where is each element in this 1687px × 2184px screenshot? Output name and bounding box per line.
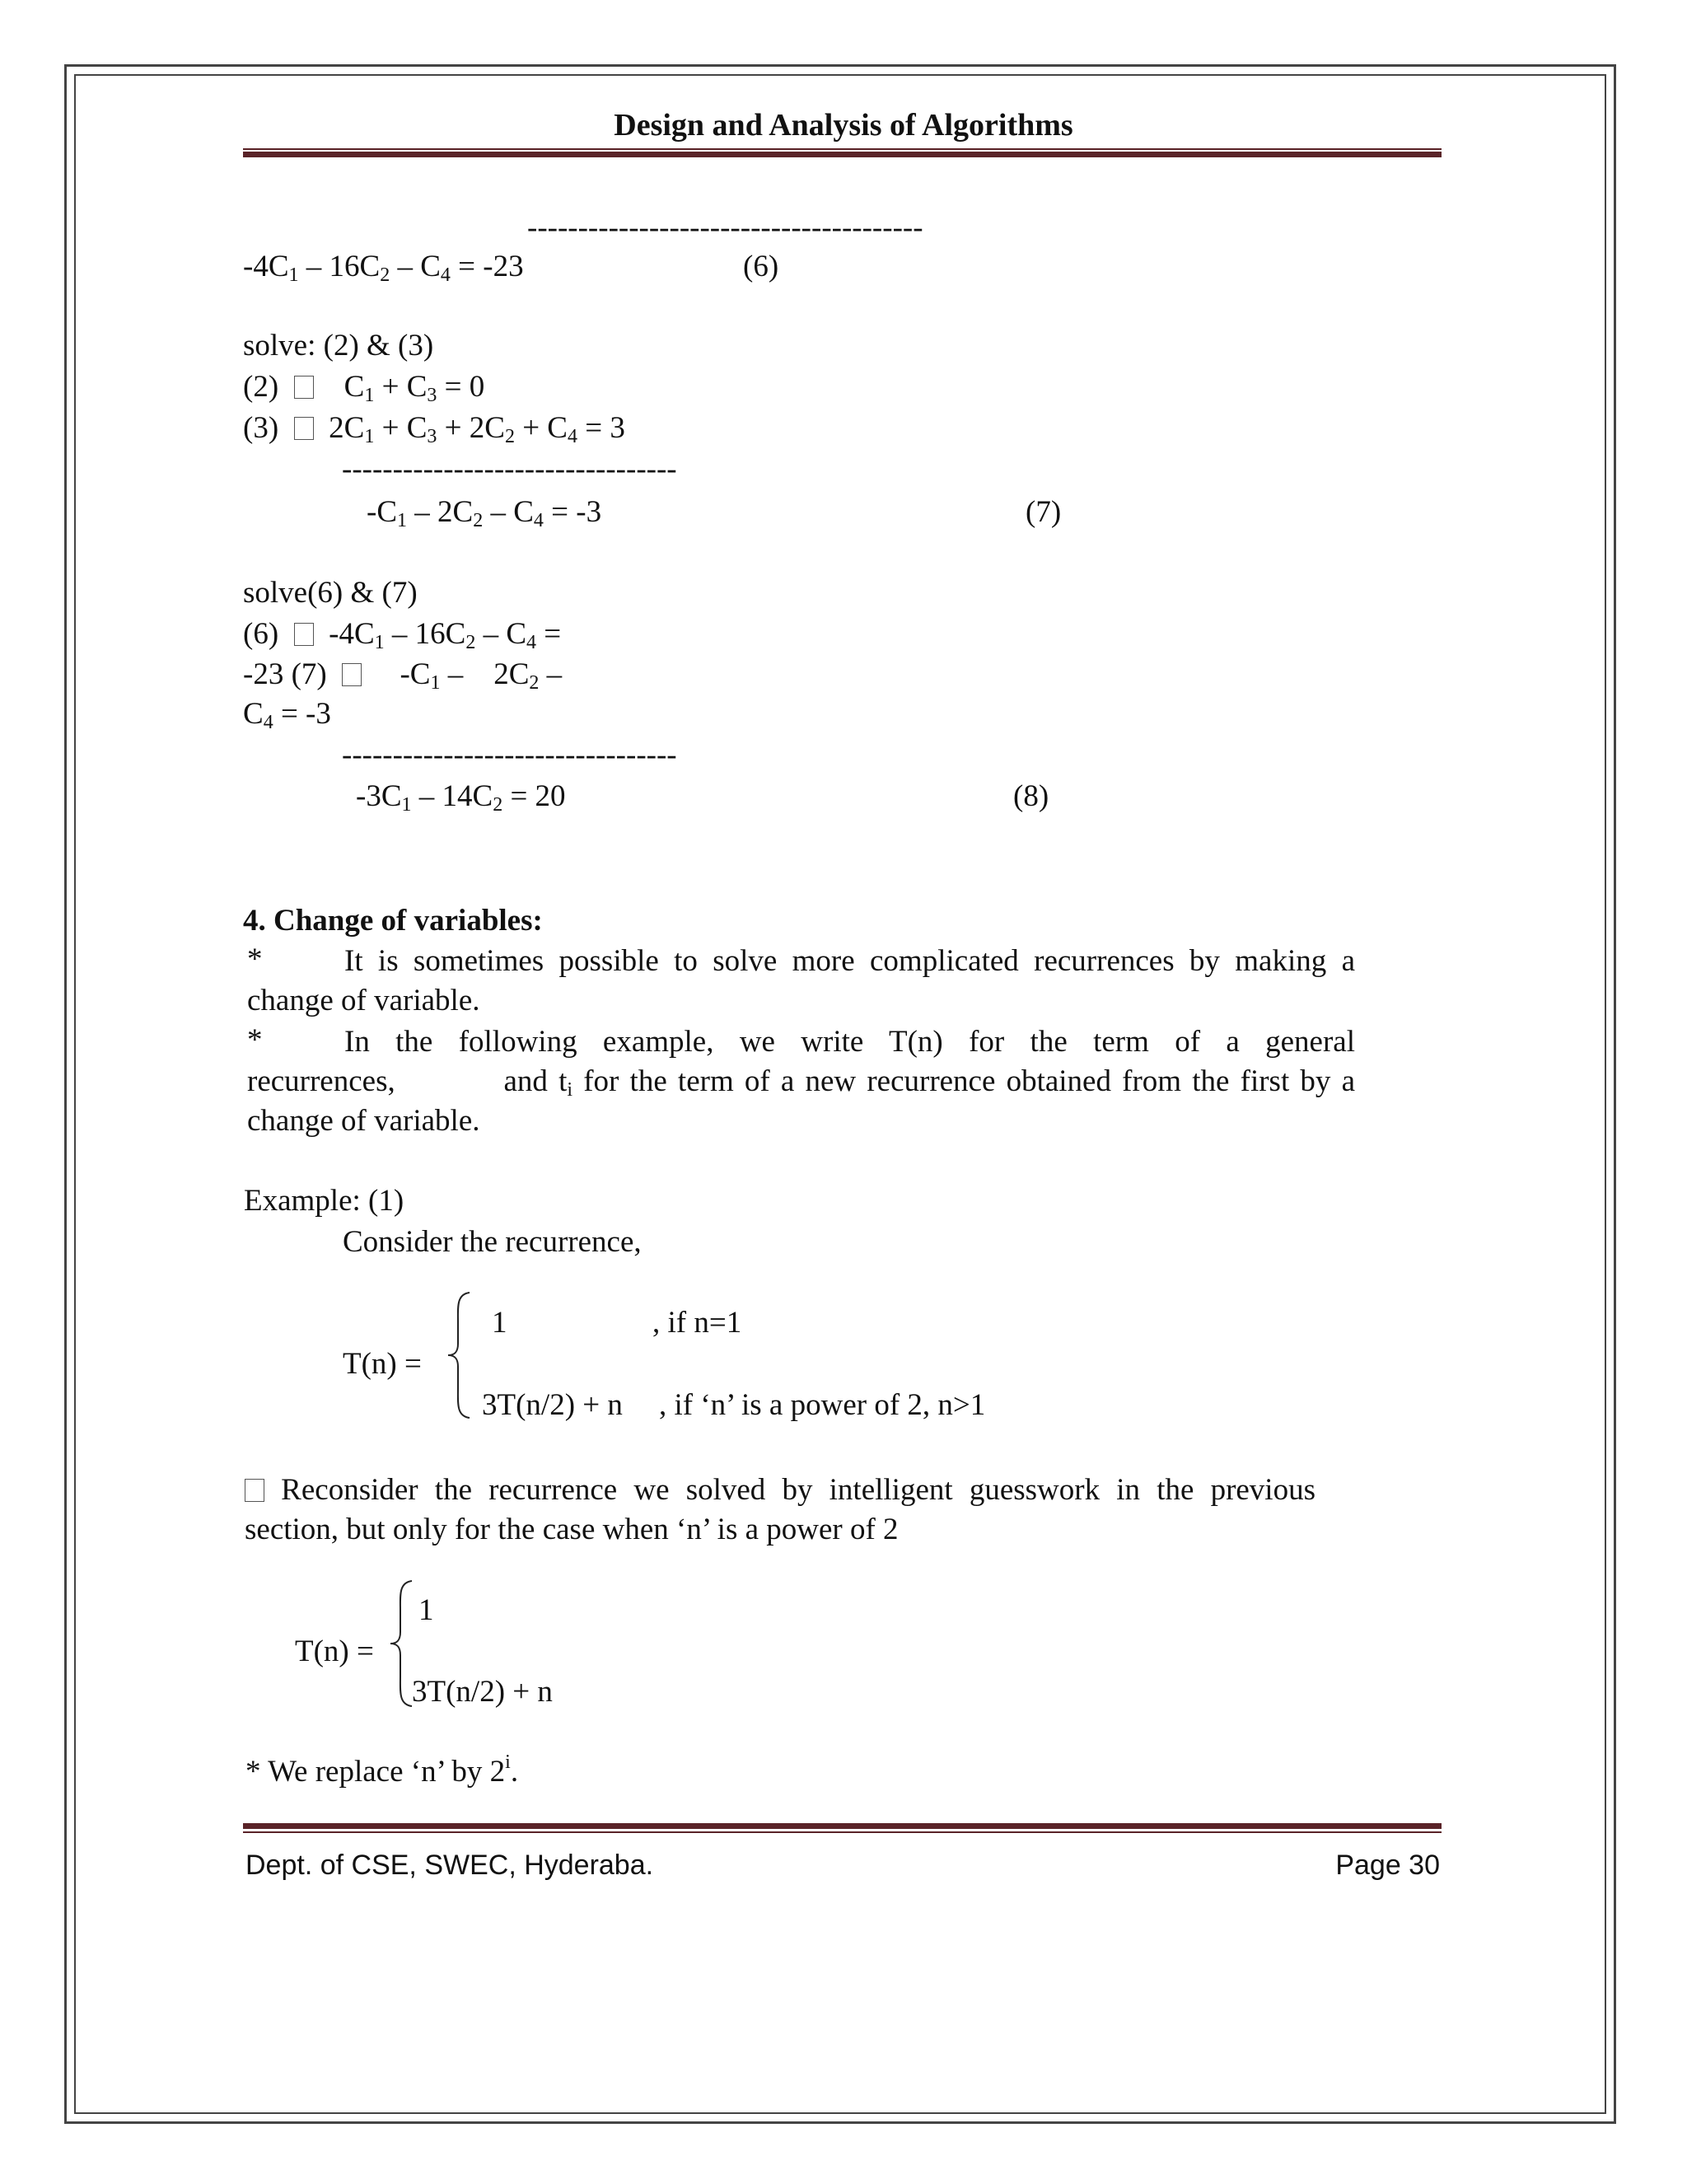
footer-department: Dept. of CSE, SWEC, Hyderaba. (245, 1850, 654, 1881)
dash-line: --------------------------------- (342, 738, 677, 772)
eq-tag: (6) (243, 617, 279, 651)
arrow-glyph-icon (294, 417, 314, 440)
case-1-condition: , if n=1 (652, 1306, 742, 1340)
paragraph-2 (247, 1022, 1355, 1141)
dash-line: --------------------------------- (342, 452, 677, 486)
arrow-glyph-icon (342, 663, 362, 686)
equation-7-tag: (7) (1026, 495, 1062, 529)
equation-6 (243, 249, 524, 285)
arrow-glyph-icon (294, 376, 314, 399)
section-heading: 4. Change of variables: (243, 904, 543, 938)
eq-tag: (3) (243, 411, 279, 445)
para-text: * We replace ‘n’ by 2 (245, 1755, 506, 1789)
header-rule-thin (243, 148, 1442, 150)
para-sub: i (567, 1079, 573, 1101)
example-intro: Consider the recurrence, (343, 1225, 642, 1259)
case-2-value: 3T(n/2) + n (482, 1388, 623, 1422)
eq-text: -4C (243, 250, 289, 283)
case-2-value: 3T(n/2) + n (412, 1675, 553, 1709)
footer-page-number: Page 30 (1335, 1850, 1440, 1881)
recurrence-lhs: T(n) = (295, 1634, 374, 1668)
para-text: . (510, 1755, 519, 1789)
eq-sub: 4 (440, 264, 451, 286)
solve-67-heading: solve(6) & (7) (243, 576, 418, 610)
dash-line: --------------------------------------- (527, 211, 923, 245)
eq-text: – C (390, 250, 441, 283)
equation-8-tag: (8) (1013, 779, 1049, 813)
arrow-glyph-icon (245, 1479, 264, 1502)
line-3: (3) $2C_1 + C_3 + 2C_2 + C_4 = 3$ (243, 411, 625, 447)
header-rule-thick (243, 152, 1442, 157)
line-6: (6) $-4C_1 - 16C_2 - C_4$ = (243, 617, 562, 653)
eq-sub: 2 (380, 264, 390, 286)
left-brace-icon (387, 1578, 415, 1709)
para-text: Reconsider the recurrence we solved by intelligent guesswork in the previous section, but only for the case when ‘n’ is a power of 2 (245, 1473, 1315, 1546)
left-brace-icon (445, 1289, 473, 1421)
bullet-star: * (247, 942, 263, 976)
case-1-value: 1 (418, 1593, 434, 1627)
page-header-title: Design and Analysis of Algorithms (614, 108, 1073, 143)
para-text: for the term of a new recurrence obtained from the first by a change of variable. (247, 1064, 1356, 1138)
para-text: and t (503, 1064, 568, 1098)
equation-8: $-3C_1 - 14C_2 = 20$ (356, 779, 566, 816)
paragraph-1: It is sometimes possible to solve more complicated recurrences by making a change of variable. (247, 944, 1355, 1017)
bullet-star: * (247, 1023, 263, 1057)
arrow-glyph-icon (294, 623, 314, 646)
equation-6-tag: (6) (743, 250, 779, 283)
para-sup: i (505, 1751, 511, 1773)
example-label: Example: (1) (244, 1184, 404, 1218)
eq-sub: 1 (288, 264, 299, 286)
case-2-condition: , if ‘n’ is a power of 2, n>1 (659, 1388, 986, 1422)
line-7-cont: $C_4 = -3$ (243, 697, 331, 733)
eq-text: – 16C (298, 250, 381, 283)
replace-line (245, 1751, 519, 1790)
eq-text: = -23 (450, 250, 524, 283)
recurrence-lhs: T(n) = (343, 1347, 422, 1381)
reconsider-paragraph (245, 1471, 1315, 1550)
footer-rule-thick (243, 1823, 1442, 1829)
equation-7: $-C_1 - 2C_2 - C_4 = -3$ (367, 495, 602, 531)
footer-rule-thin (243, 1831, 1442, 1833)
solve-23-heading: solve: (2) & (3) (243, 329, 434, 362)
eq-tag: (2) (243, 370, 279, 404)
line-7: -23 (7) $-C_1$ – $2C_2$ – (243, 657, 563, 694)
case-1-value: 1 (492, 1306, 507, 1340)
line-2: (2) $C_1 + C_3 = 0$ (243, 370, 485, 406)
para-text: In the following example, we write T(n) for the term of a general recurrences, (247, 1025, 1355, 1098)
